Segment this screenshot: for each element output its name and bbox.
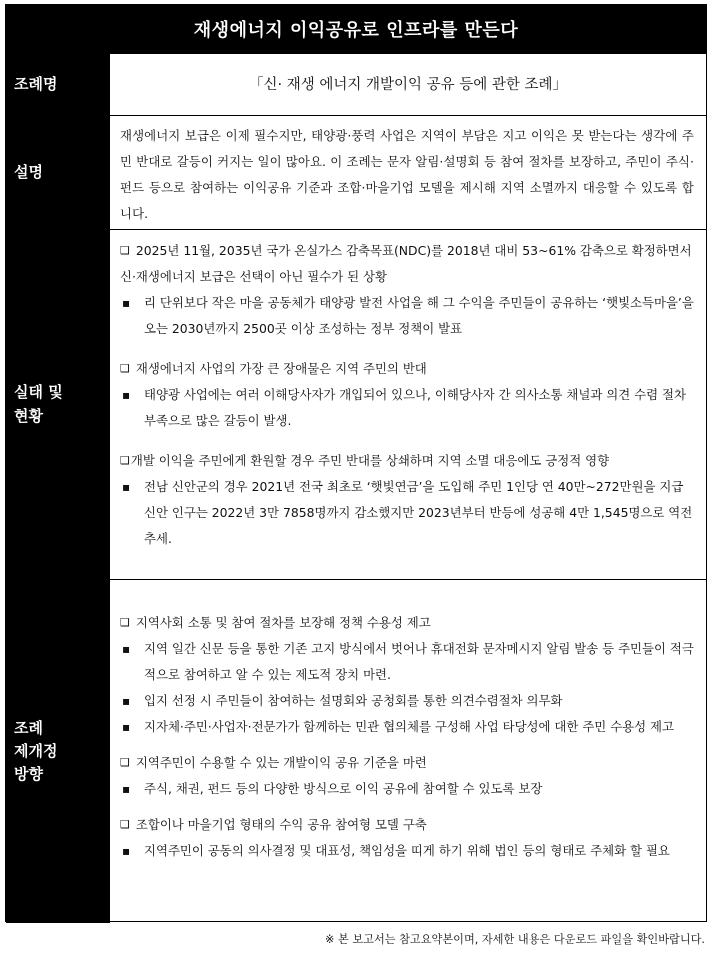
list-item: ▪ 입지 선정 시 주민들이 참여하는 설명회와 공청회를 통한 의견수렴절차 의무화	[120, 688, 694, 714]
bullet-icon: ▪	[122, 480, 131, 494]
direction-label-line2: 제개정	[14, 741, 58, 760]
description-row	[6, 115, 706, 229]
status-row	[6, 229, 706, 579]
status-label-line2: 현황	[14, 406, 43, 425]
summary-table	[5, 4, 707, 922]
list-item: ▪ 전남 신안군의 경우 2021년 전국 최초로 ‘햇빛연금’을 도입해 주민 1인당 연 40만~272만원을 지급 신안 인구는 2022년 3만 7858명까지 감소했지만 2023년부터 반등에 성공해 4만 1,545명으로 역전 추세.	[120, 474, 694, 552]
description-text: 재생에너지 보급은 이제 필수지만, 태양광·풍력 사업은 지역이 부담은 지고 이익은 못 받는다는 생각에 주민 반대로 갈등이 커지는 일이 많아요. 이 조례는 문자 알림·설명회 등 참여 절차를 보장하고, 주민이 주식·펀드 등으로 참여하는 이익공유 기준과 조합·마을기업 모델을 제시해 지역 소멸까지 대응할 수 있도록 합니다.	[109, 116, 706, 229]
direction-label-line3: 방향	[14, 765, 43, 784]
page-title: 재생에너지 이익공유로 인프라를 만든다	[6, 5, 706, 53]
bullet-icon: ▪	[122, 694, 131, 708]
checkbox-square-icon: ❑	[120, 616, 130, 629]
bullet-icon: ▪	[122, 720, 131, 734]
section-heading: ❑개발 이익을 주민에게 환원할 경우 주민 반대를 상쇄하며 지역 소멸 대응에도 긍정적 영향	[120, 448, 694, 474]
bullet-icon: ▪	[122, 388, 131, 402]
checkbox-square-icon: ❑	[120, 454, 130, 467]
direction-content	[109, 580, 706, 923]
ordinance-name-value: 「신· 재생 에너지 개발이익 공유 등에 관한 조례」	[109, 54, 706, 115]
list-item: ▪ 지역주민이 공동의 의사결정 및 대표성, 책임성을 띠게 하기 위해 법인 등의 형태로 주체화 할 필요	[120, 838, 694, 864]
list-item: ▪ 태양광 사업에는 여러 이해당사자가 개입되어 있으나, 이해당사자 간 의사소통 채널과 의견 수렴 절차 부족으로 많은 갈등이 발생.	[120, 382, 694, 434]
direction-label	[6, 580, 109, 923]
checkbox-square-icon: ❑	[120, 244, 130, 257]
bullet-icon: ▪	[122, 296, 131, 310]
bullet-icon: ▪	[122, 844, 131, 858]
bullet-icon: ▪	[122, 782, 131, 796]
list-item: ▪ 리 단위보다 작은 마을 공동체가 태양광 발전 사업을 해 그 수익을 주민들이 공유하는 ‘햇빛소득마을’을 오는 2030년까지 2500곳 이상 조성하는 정부 정책이 발표	[120, 290, 694, 342]
section-heading: ❑ 지역사회 소통 및 참여 절차를 보장해 정책 수용성 제고	[120, 610, 694, 636]
list-item: ▪ 주식, 채권, 펀드 등의 다양한 방식으로 이익 공유에 참여할 수 있도록 보장	[120, 776, 694, 802]
description-label: 설명	[6, 116, 109, 229]
checkbox-square-icon: ❑	[120, 362, 130, 375]
direction-label-line1: 조례	[14, 718, 43, 737]
section-heading: ❑ 재생에너지 사업의 가장 큰 장애물은 지역 주민의 반대	[120, 356, 694, 382]
footer-note: ※ 본 보고서는 참고요약본이며, 자세한 내용은 다운로드 파일을 확인바랍니다.	[325, 933, 705, 946]
ordinance-name-row	[6, 53, 706, 115]
direction-row	[6, 579, 706, 923]
list-item: ▪ 지역 일간 신문 등을 통한 기존 고지 방식에서 벗어나 휴대전화 문자메시지 알림 발송 등 주민들이 적극적으로 참여하고 알 수 있는 제도적 장치 마련.	[120, 636, 694, 688]
list-item: ▪ 지자체·주민·사업자·전문가가 함께하는 민관 협의체를 구성해 사업 타당성에 대한 주민 수용성 제고	[120, 714, 694, 740]
ordinance-name-label: 조례명	[6, 54, 109, 115]
section-heading: ❑ 2025년 11월, 2035년 국가 온실가스 감축목표(NDC)를 2018년 대비 53~61% 감축으로 확정하면서 신·재생에너지 보급은 선택이 아닌 필수가 된 상황	[120, 238, 694, 290]
status-content	[109, 230, 706, 579]
status-label-line1: 실태 및	[14, 383, 63, 402]
bullet-icon: ▪	[122, 642, 131, 656]
checkbox-square-icon: ❑	[120, 756, 130, 769]
checkbox-square-icon: ❑	[120, 818, 130, 831]
section-heading: ❑ 지역주민이 수용할 수 있는 개발이익 공유 기준을 마련	[120, 750, 694, 776]
status-label	[6, 230, 109, 579]
section-heading: ❑ 조합이나 마을기업 형태의 수익 공유 참여형 모델 구축	[120, 812, 694, 838]
